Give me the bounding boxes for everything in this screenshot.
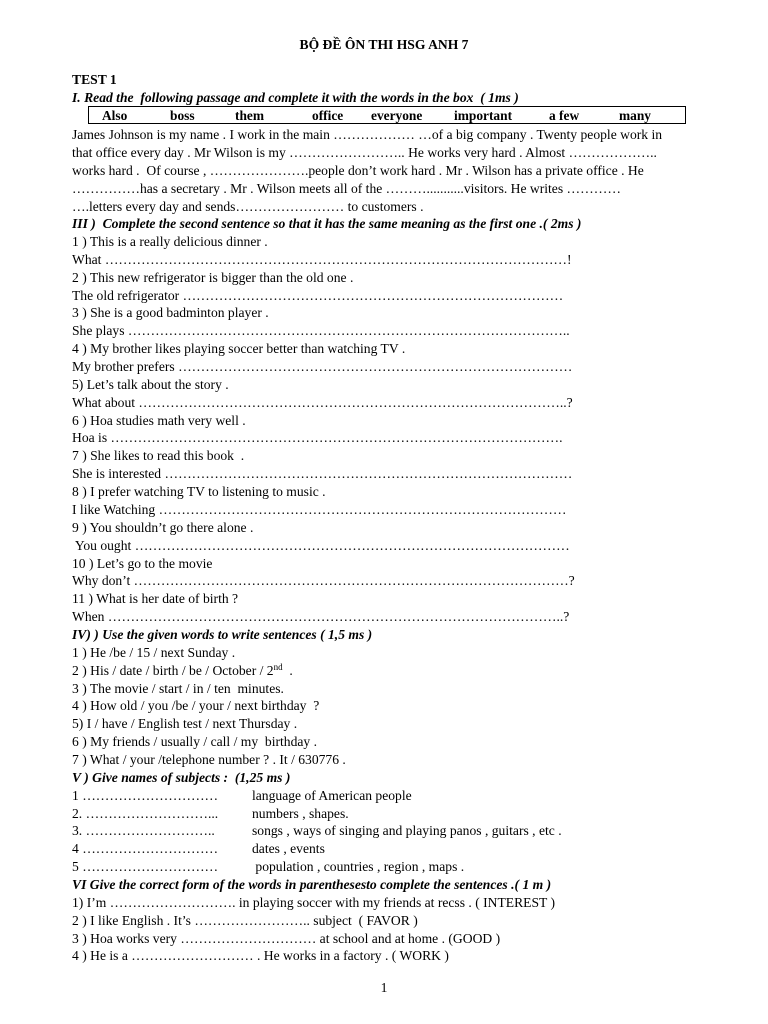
exercise-text: 2 ) His / date / birth / be / October / 2 [72,663,274,678]
box-word: many [619,108,651,123]
exercise-line: What about …………………………………………………………………………………..? [72,395,573,410]
section1-heading: I. Read the following passage and complete it with the words in the box ( 1ms ) [72,90,519,105]
page-number: 1 [380,980,388,995]
subject-blank: 4 ………………………… [72,841,219,856]
exercise-line: The old refrigerator ………………………………………………………………………… [72,288,564,303]
exercise-line: My brother prefers …………………………………………………………………………… [72,359,573,374]
exercise-line: She plays …………………………………………………………………………………….. [72,323,570,338]
section5-heading: V ) Give names of subjects : (1,25 ms ) [72,770,291,785]
exercise-line: 9 ) You shouldn’t go there alone . [72,520,254,535]
subject-desc: population , countries , region , maps . [252,859,465,874]
passage-line: ……………has a secretary . Mr . Wilson meets all of the ………...........visitors. He writes ………… [72,181,621,196]
exercise-line: When ………………………………………………………………………………………..? [72,609,570,624]
exercise-line: 3 ) She is a good badminton player . [72,305,269,320]
subject-blank: 5 ………………………… [72,859,219,874]
exercise-line: 10 ) Let’s go to the movie [72,556,213,571]
exercise-line: 2 ) This new refrigerator is bigger than the old one . [72,270,354,285]
exercise-line: What …………………………………………………………………………………………! [72,252,572,267]
box-word: Also [102,108,128,123]
document-title: BỘ ĐỀ ÔN THI HSG ANH 7 [299,37,469,52]
box-word: a few [549,108,580,123]
exercise-line: 3 ) The movie / start / in / ten minutes. [72,681,284,696]
box-word: everyone [371,108,423,123]
box-word: them [235,108,265,123]
subject-blank: 1 ………………………… [72,788,219,803]
exercise-line: 11 ) What is her date of birth ? [72,591,239,606]
exercise-line: 7 ) She likes to read this book . [72,448,245,463]
subject-desc: songs , ways of singing and playing panos , guitars , etc . [252,823,562,838]
exercise-line: 7 ) What / your /telephone number ? . It / 630776 . [72,752,346,767]
exercise-line: Why don’t ……………………………………………………………………………………? [72,573,575,588]
passage-line: works hard . Of course , ………………….people don’t work hard . Mr . Wilson has a private office . He [72,163,644,178]
exercise-line: I like Watching ……………………………………………………………………………… [72,502,567,517]
subject-desc: dates , events [252,841,325,856]
subject-desc: numbers , shapes. [252,806,349,821]
exercise-line: 6 ) Hoa studies math very well . [72,413,246,428]
section6-heading: VI Give the correct form of the words in parenthesesto complete the sentences .( 1 m ) [72,877,552,892]
exercise-line [72,663,293,679]
exercise-line: 4 ) How old / you /be / your / next birthday ? [72,698,320,713]
subject-blank: 3. ……………………….. [72,823,215,838]
exercise-line: 3 ) Hoa works very ………………………… at school and at home . (GOOD ) [72,931,501,946]
exercise-line: 6 ) My friends / usually / call / my birthday . [72,734,318,749]
exercise-line: You ought …………………………………………………………………………………… [72,538,570,553]
exercise-line: 5) Let’s talk about the story . [72,377,229,392]
ordinal-suffix: nd [273,662,283,672]
section3-heading: III ) Complete the second sentence so that it has the same meaning as the first one .( 2ms ) [72,216,582,231]
passage-line: ….letters every day and sends…………………… to customers . [72,199,424,214]
test-label: TEST 1 [72,72,117,87]
exercise-line: 1) I’m ………………………. in playing soccer with my friends at recss . ( INTEREST ) [72,895,555,910]
exercise-line: 4 ) He is a ……………………… . He works in a factory . ( WORK ) [72,948,449,963]
box-word: boss [170,108,195,123]
exercise-line: Hoa is ………………………………………………………………………………………. [72,430,563,445]
box-word: office [312,108,344,123]
subject-blank: 2. ………………………... [72,806,219,821]
passage-line: James Johnson is my name . I work in the main ……………… …of a big company . Twenty people work in [72,127,663,142]
exercise-line: 5) I / have / English test / next Thursday . [72,716,298,731]
section4-heading: IV) ) Use the given words to write sentences ( 1,5 ms ) [72,627,373,642]
exercise-line: 1 ) He /be / 15 / next Sunday . [72,645,236,660]
exercise-line: 4 ) My brother likes playing soccer better than watching TV . [72,341,406,356]
exercise-line: 2 ) I like English . It’s …………………….. subject ( FAVOR ) [72,913,418,928]
subject-desc: language of American people [252,788,412,803]
exercise-text: . [282,663,293,678]
exercise-line: 1 ) This is a really delicious dinner . [72,234,268,249]
passage-line: that office every day . Mr Wilson is my …………………….. He works very hard . Almost ……………….. [72,145,657,160]
box-word: important [454,108,513,123]
exercise-line: She is interested ……………………………………………………………………………… [72,466,573,481]
exercise-line: 8 ) I prefer watching TV to listening to music . [72,484,326,499]
